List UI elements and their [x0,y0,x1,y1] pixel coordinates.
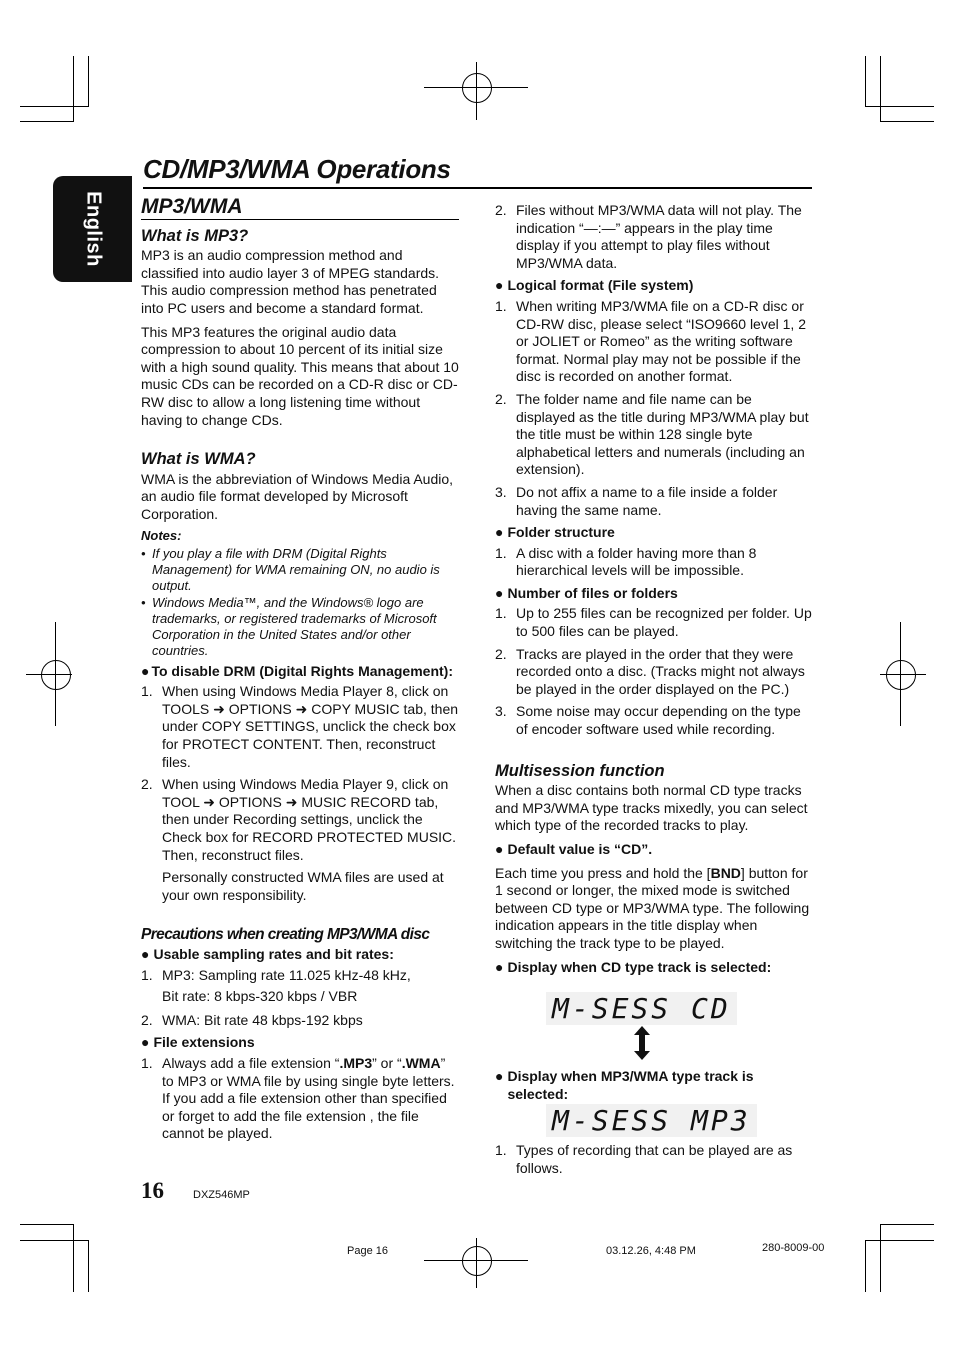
title-rule [143,187,812,189]
footer-page: Page 16 [347,1245,388,1257]
precautions-heading: Precautions when creating MP3/WMA disc [141,926,430,944]
crop-mark [880,56,881,122]
crop-mark [73,56,74,122]
page-number: 16 [141,1178,164,1203]
page-title: CD/MP3/WMA Operations [143,154,451,184]
notes-title: Notes: [141,527,182,543]
extensions-heading: ● File extensions [141,1034,255,1051]
crop-mark [20,1224,74,1225]
cd-display-heading: ● Display when CD type track is selected: [495,958,772,975]
right-column [495,202,813,979]
footer-code: 280-8009-00 [762,1242,825,1254]
crop-mark [20,121,74,122]
note-item: • Windows Media™, and the Windows® logo are trademarks, or registered trademarks of Microsoft Corporation in the United States and/or other countries. [141,595,437,658]
lcd-display-mp3: M-SESS MP3 [546,1104,757,1137]
list-item: 2. The folder name and file name can be displayed as the title during MP3/WMA play but the title must be within 128 single byte alphabetical letters and numerals (including an extension). [495,390,809,478]
crop-mark [880,1224,934,1225]
types-block [495,1142,813,1182]
bnd-paragraph: Each time you press and hold the [BND] button for 1 second or longer, the mixed mode is switched between CD type or MP3/WMA type. The following indication appears in the title display when switching the track type to be played. [495,864,810,951]
language-tab [53,176,132,282]
list-item: 1. MP3: Sampling rate 11.025 kHz-48 kHz, [141,966,411,983]
crop-mark [865,106,934,107]
footer-datetime: 03.12.26, 4:48 PM [606,1245,696,1257]
list-item: 1. Always add a file extension “.MP3” or “.WMA” to MP3 or WMA file by using single byte letters. If you add a file extension other than specified or forget to add the file extension , the file cannot be played. [141,1054,455,1142]
crop-mark [88,56,89,106]
multisession-heading: Multisession function [495,761,665,780]
registration-mark [462,73,492,103]
list-item: 3. Some noise may occur depending on the type of encoder software used while recording. [495,703,801,738]
list-item: 1. When using Windows Media Player 8, click on TOOLS ➜ OPTIONS ➜ COPY MUSIC tab, then under COPY SETTINGS, unclick the check box for PROTECT CONTENT. Then, reconstruct files. [141,683,459,770]
mp3-display-heading: ● Display when MP3/WMA type track is selected: [495,1068,754,1102]
registration-mark [886,660,916,690]
file-count-heading: ● Number of files or folders [495,584,678,601]
registration-mark [462,1246,492,1276]
wma-paragraph: WMA is the abbreviation of Windows Media Audio, an audio file format developed by Microsoft Corporation. [141,470,454,522]
folder-structure-heading: ● Folder structure [495,524,615,541]
rates-heading: ● Usable sampling rates and bit rates: [141,945,394,962]
list-item: 1. A disc with a folder having more than 8 hierarchical levels will be impossible. [495,544,757,579]
list-item: 2. Tracks are played in the order that they were recorded onto a disc. (Tracks might not always be played in the order displayed on the PC.) [495,645,805,697]
crop-mark [865,1240,866,1292]
list-item-continued: Bit rate: 8 kbps-320 kbps / VBR [162,988,358,1005]
list-item: 2. Files without MP3/WMA data will not play. The indication “—:—” appears in the play time display if you attempt to play files without MP3/WMA data. [495,202,802,271]
crop-mark [20,106,89,107]
list-item: 3. Do not affix a name to a file inside a folder having the same name. [495,483,778,518]
wma-heading: What is WMA? [141,450,256,469]
list-item: 1. Up to 255 files can be recognized per folder. Up to 500 files can be played. [495,605,812,640]
crop-mark [865,56,866,106]
list-item: 2. When using Windows Media Player 9, click on TOOL ➜ OPTIONS ➜ MUSIC RECORD tab, then under Recording settings, unclick the Check box for RECORD PROTECTED MUSIC. Then, reconstruct files. [141,776,457,863]
crop-mark [88,1240,89,1292]
drm-note: Personally constructed WMA files are used at your own responsibility. [162,869,444,903]
multisession-paragraph: When a disc contains both normal CD type tracks and MP3/WMA type tracks mixedly, you can select which type of the recorded tracks to play. [495,782,808,834]
default-value-heading: ● Default value is “CD”. [495,841,653,857]
mp3-display-block [495,1066,813,1106]
drm-heading: ● To disable DRM (Digital Rights Management): [141,662,453,679]
registration-mark [41,660,71,690]
crop-mark [865,1240,934,1241]
list-item: 1. When writing MP3/WMA file on a CD-R disc or CD-RW disc, please select “ISO9660 level 1, 2 or JOLIET or Romeo” as the writing software format. Normal play may not be possible if the disc is recorded on another format. [495,297,806,385]
lcd-display-cd: M-SESS CD [546,992,737,1025]
mp3-heading: What is MP3? [141,226,249,245]
list-item: 2. WMA: Bit rate 48 kbps-192 kbps [141,1011,363,1028]
left-column [141,195,459,1148]
section-title: MP3/WMA [141,198,459,220]
list-item: 1. Types of recording that can be played are as follows. [495,1142,793,1176]
crop-mark [880,121,934,122]
mp3-paragraph: This MP3 features the original audio data compression to about 10 percent of its initial size with a high sound quality. This means that about 10 music CDs can be recorded on a CD-R disc or CD-RW disc to allow a long listening time without having to change CDs. [141,323,459,428]
language-tab-label: English [82,191,105,267]
logical-format-heading: ● Logical format (File system) [495,277,694,294]
crop-mark [880,1224,881,1292]
crop-mark [73,1224,74,1292]
crop-mark [20,1240,89,1241]
toggle-arrow-icon [633,1026,651,1060]
note-item: • If you play a file with DRM (Digital Rights Management) for WMA remaining ON, no audio is output. [141,546,440,593]
mp3-paragraph: MP3 is an audio compression method and classified into audio layer 3 of MPEG standards. This audio compression method has penetrated into PC users and become a standard format. [141,247,440,316]
model-number: DXZ546MP [193,1189,250,1201]
